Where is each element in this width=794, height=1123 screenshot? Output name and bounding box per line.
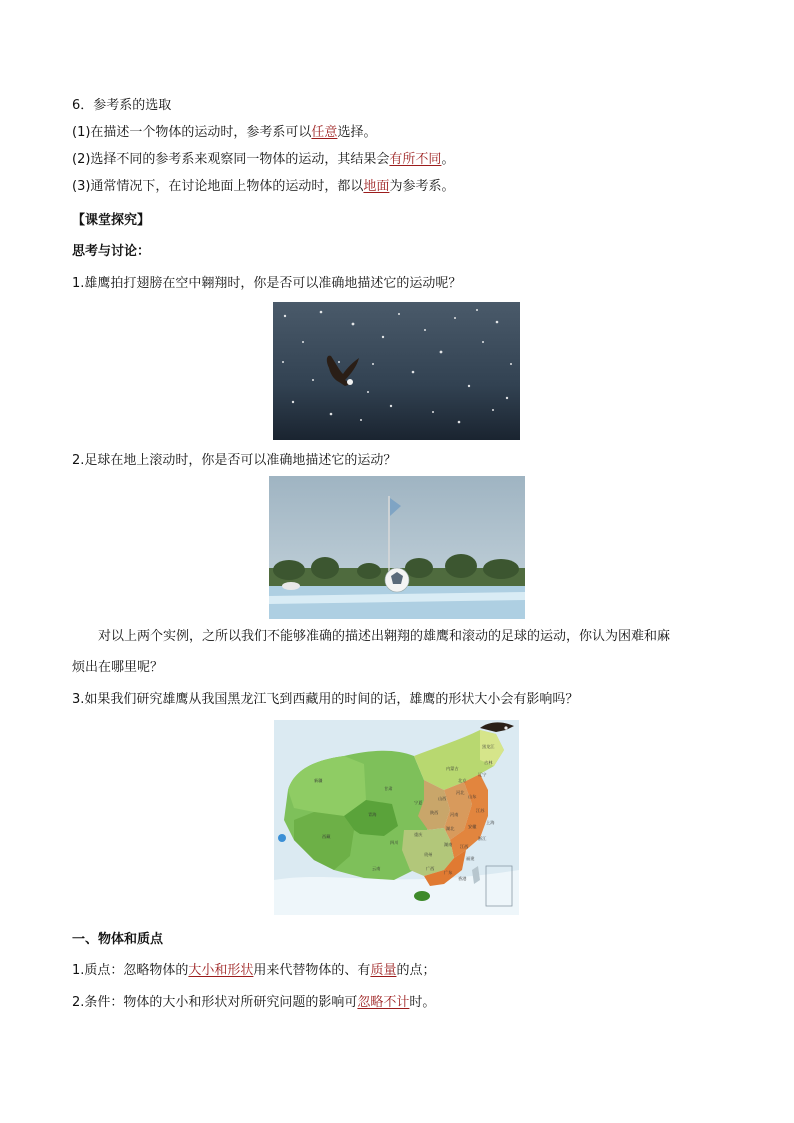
map-province-label: 四川 <box>390 840 399 845</box>
map-province-label: 云南 <box>372 866 381 871</box>
particle-condition: 2.条件：物体的大小和形状对所研究问题的影响可忽略不计时。 <box>72 995 436 1010</box>
map-province-label: 湖北 <box>446 826 455 831</box>
map-province-label: 新疆 <box>314 778 323 783</box>
map-province-label: 陕西 <box>430 810 439 815</box>
map-province-label: 上海 <box>486 820 495 825</box>
soccer-ball-image <box>269 476 525 619</box>
map-province-label: 江西 <box>460 844 469 849</box>
map-province-label: 香港 <box>458 876 467 881</box>
map-province-label: 青海 <box>368 812 377 817</box>
map-province-label: 西藏 <box>322 834 331 839</box>
eagle-flying-image <box>273 302 520 440</box>
map-province-label: 内蒙古 <box>446 766 459 771</box>
map-province-label: 浙江 <box>478 836 487 841</box>
section-1-heading: 一、物体和质点 <box>72 932 164 947</box>
explore-heading: 【课堂探究】 <box>72 213 151 228</box>
map-province-label: 安徽 <box>468 824 477 829</box>
question-2: 2.足球在地上滚动时，你是否可以准确地描述它的运动？ <box>72 453 397 468</box>
map-province-label: 重庆 <box>414 832 423 837</box>
discussion-label: 思考与讨论： <box>72 244 151 259</box>
sec6-item-2: (2)选择不同的参考系来观察同一物体的运动，其结果会有所不同。 <box>72 152 455 167</box>
map-province-label: 山西 <box>438 796 447 801</box>
question-1: 1.雄鹰拍打翅膀在空中翱翔时，你是否可以准确地描述它的运动呢？ <box>72 276 462 291</box>
map-province-label: 甘肃 <box>384 786 393 791</box>
map-province-label: 黑龙江 <box>482 744 495 749</box>
map-province-label: 湖南 <box>444 842 453 847</box>
sec6-item-3: (3)通常情况下，在讨论地面上物体的运动时，都以地面为参考系。 <box>72 179 455 194</box>
map-province-label: 贵州 <box>424 852 433 857</box>
reflection-para-line1: 对以上两个实例，之所以我们不能够准确的描述出翱翔的雄鹰和滚动的足球的运动，你认为困难和麻 <box>98 629 671 644</box>
map-province-label: 宁夏 <box>414 800 423 805</box>
map-province-label: 江苏 <box>476 808 485 813</box>
particle-definition: 1.质点：忽略物体的大小和形状用来代替物体的、有质量的点； <box>72 963 436 978</box>
map-province-label: 河南 <box>450 812 459 817</box>
question-3: 3.如果我们研究雄鹰从我国黑龙江飞到西藏用的时间的话，雄鹰的形状大小会有影响吗？ <box>72 692 579 707</box>
china-map-image <box>274 720 519 915</box>
section-6-title: 6．参考系的选取 <box>72 98 172 113</box>
map-province-label: 辽宁 <box>478 772 487 777</box>
map-province-label: 广东 <box>444 870 453 875</box>
reflection-para-line2: 烦出在哪里呢？ <box>72 660 164 675</box>
map-province-label: 北京 <box>458 778 467 783</box>
sec6-item-1: (1)在描述一个物体的运动时，参考系可以任意选择。 <box>72 125 377 140</box>
map-province-label: 山东 <box>468 794 477 799</box>
map-province-label: 广西 <box>426 866 435 871</box>
map-province-label: 吉林 <box>484 760 493 765</box>
map-province-label: 福建 <box>466 856 475 861</box>
map-province-label: 河北 <box>456 790 465 795</box>
